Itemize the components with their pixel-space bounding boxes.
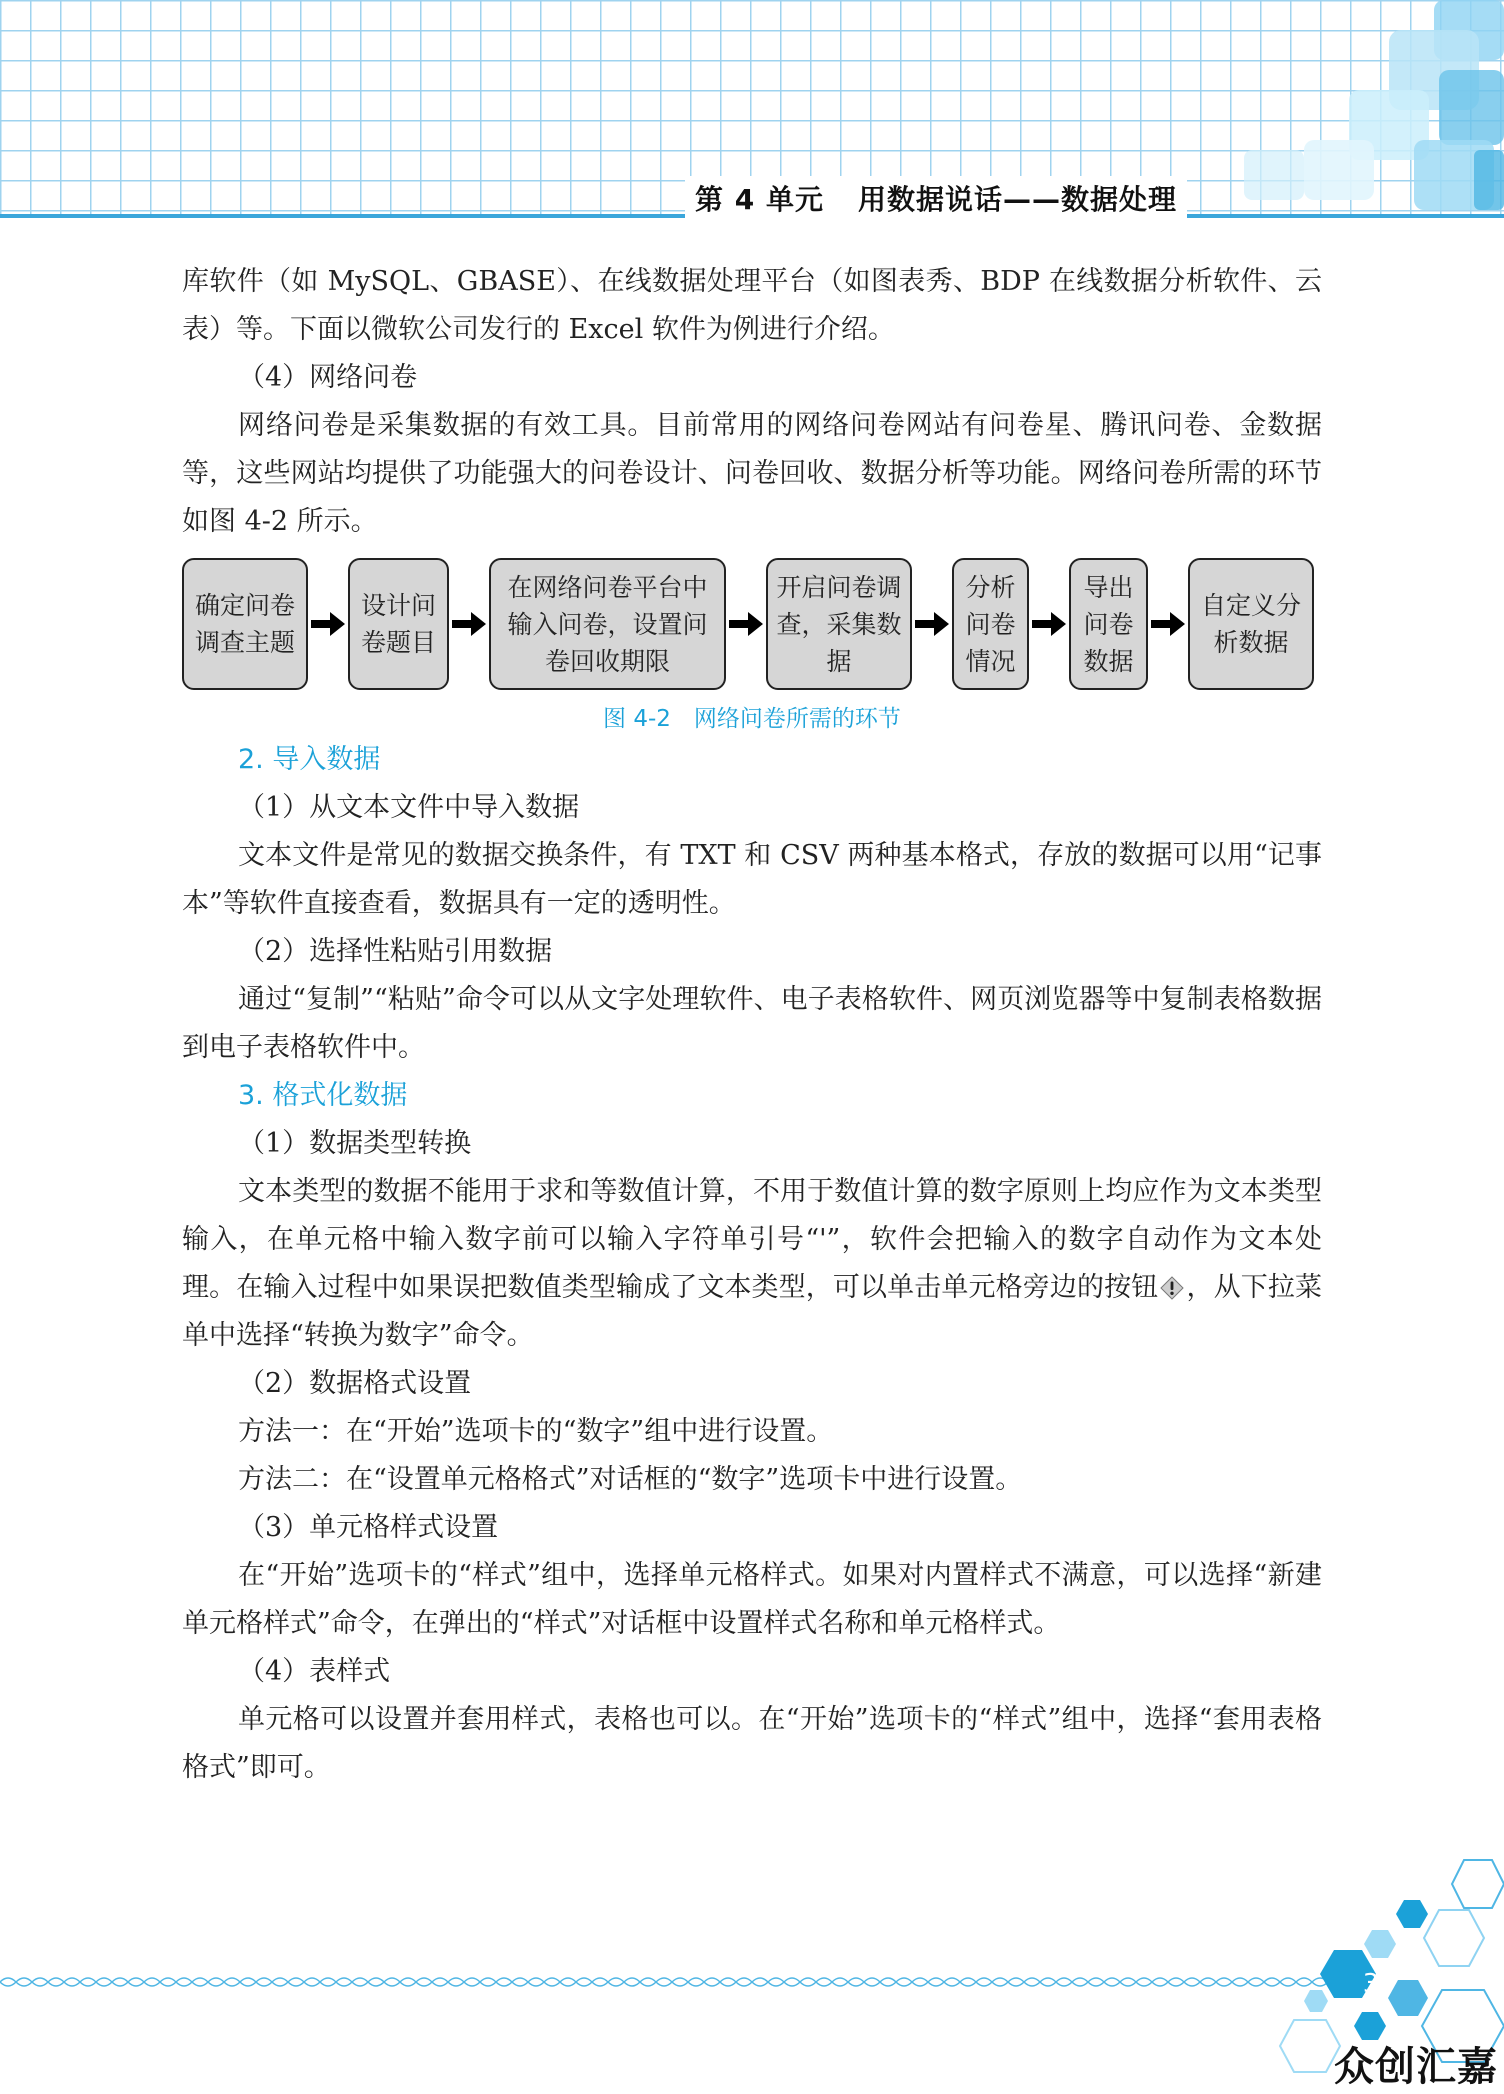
figure-caption: 图 4-2 网络问卷所需的环节: [603, 706, 901, 732]
watermark-logo: 众创汇嘉: [1334, 2044, 1498, 2090]
flow-step: 设计问卷题目: [348, 558, 449, 690]
page-content: [182, 258, 1322, 1792]
flow-step: 导出问卷数据: [1069, 558, 1148, 690]
unit-label: 第 4 单元: [695, 183, 824, 216]
subheading-type-conversion: （1）数据类型转换: [238, 1128, 472, 1159]
method-two: 方法二：在“设置单元格格式”对话框的“数字”选项卡中进行设置。: [238, 1464, 1023, 1495]
flow-step: 确定问卷调查主题: [182, 558, 308, 690]
paragraph-part: ，从下拉菜单中选择“转换为数字”命令。: [182, 1272, 1323, 1351]
paragraph-table-style: 单元格可以设置并套用样式，表格也可以。在“开始”选项卡的“样式”组中，选择“套用表格格式”即可。: [182, 1704, 1322, 1783]
flow-step: 在网络问卷平台中输入问卷，设置问卷回收期限: [489, 558, 726, 690]
paragraph-continued: 库软件（如 MySQL、GBASE）、在线数据处理平台（如图表秀、BDP 在线数据分析软件、云表）等。下面以微软公司发行的 Excel 软件为例进行介绍。: [182, 266, 1322, 345]
page-number: 3: [1362, 1969, 1380, 1999]
arrow-right-icon: [449, 608, 489, 640]
flow-step: 自定义分析数据: [1188, 558, 1314, 690]
section-title-format: 3. 格式化数据: [238, 1080, 408, 1111]
subheading-format-settings: （2）数据格式设置: [238, 1368, 472, 1399]
paragraph-paste-special: 通过“复制”“粘贴”命令可以从文字处理软件、电子表格软件、网页浏览器等中复制表格数据到电子表格软件中。: [182, 984, 1322, 1063]
paragraph-cell-style: 在“开始”选项卡的“样式”组中，选择单元格样式。如果对内置样式不满意，可以选择“新建单元格样式”命令，在弹出的“样式”对话框中设置样式名称和单元格样式。: [182, 1560, 1322, 1639]
flow-step: 开启问卷调查，采集数据: [766, 558, 912, 690]
paragraph-text-import: 文本文件是常见的数据交换条件，有 TXT 和 CSV 两种基本格式，存放的数据可以用“记事本”等软件直接查看，数据具有一定的透明性。: [182, 840, 1322, 919]
subheading-text-import: （1）从文本文件中导入数据: [238, 792, 580, 823]
unit-title: 用数据说话——数据处理: [857, 183, 1177, 216]
arrow-right-icon: [912, 608, 952, 640]
arrow-right-icon: [1029, 608, 1069, 640]
subheading-cell-style: （3）单元格样式设置: [238, 1512, 499, 1543]
subheading-table-style: （4）表样式: [238, 1656, 391, 1687]
arrow-right-icon: [726, 608, 766, 640]
arrow-right-icon: [1148, 608, 1188, 640]
section-title-import: 2. 导入数据: [238, 744, 381, 775]
flow-diagram: [182, 558, 1322, 706]
running-header: [685, 176, 1187, 220]
footer-wave-border: [0, 1972, 1340, 1992]
error-check-button-icon: [1160, 1276, 1184, 1300]
arrow-right-icon: [308, 608, 348, 640]
header-decoration: [1184, 0, 1504, 220]
paragraph-part: 文本类型的数据不能用于求和等数值计算，不用于数值计算的数字原则上均应作为文本类型输入，在单元格中输入数字前可以输入字符单引号“'”，软件会把输入的数字自动作为文本处理。在输入过程中如果误把数值类型输成了文本类型，可以单击单元格旁边的按钮: [182, 1176, 1322, 1303]
flow-step: 分析问卷情况: [952, 558, 1029, 690]
heading-online-survey: （4）网络问卷: [238, 362, 418, 393]
subheading-paste-special: （2）选择性粘贴引用数据: [238, 936, 553, 967]
paragraph-type-conversion: [182, 1168, 1322, 1360]
method-one: 方法一：在“开始”选项卡的“数字”组中进行设置。: [238, 1416, 834, 1447]
paragraph-online-survey: 网络问卷是采集数据的有效工具。目前常用的网络问卷网站有问卷星、腾讯问卷、金数据等，这些网站均提供了功能强大的问卷设计、问卷回收、数据分析等功能。网络问卷所需的环节如图 4-2 所示。: [182, 410, 1322, 537]
